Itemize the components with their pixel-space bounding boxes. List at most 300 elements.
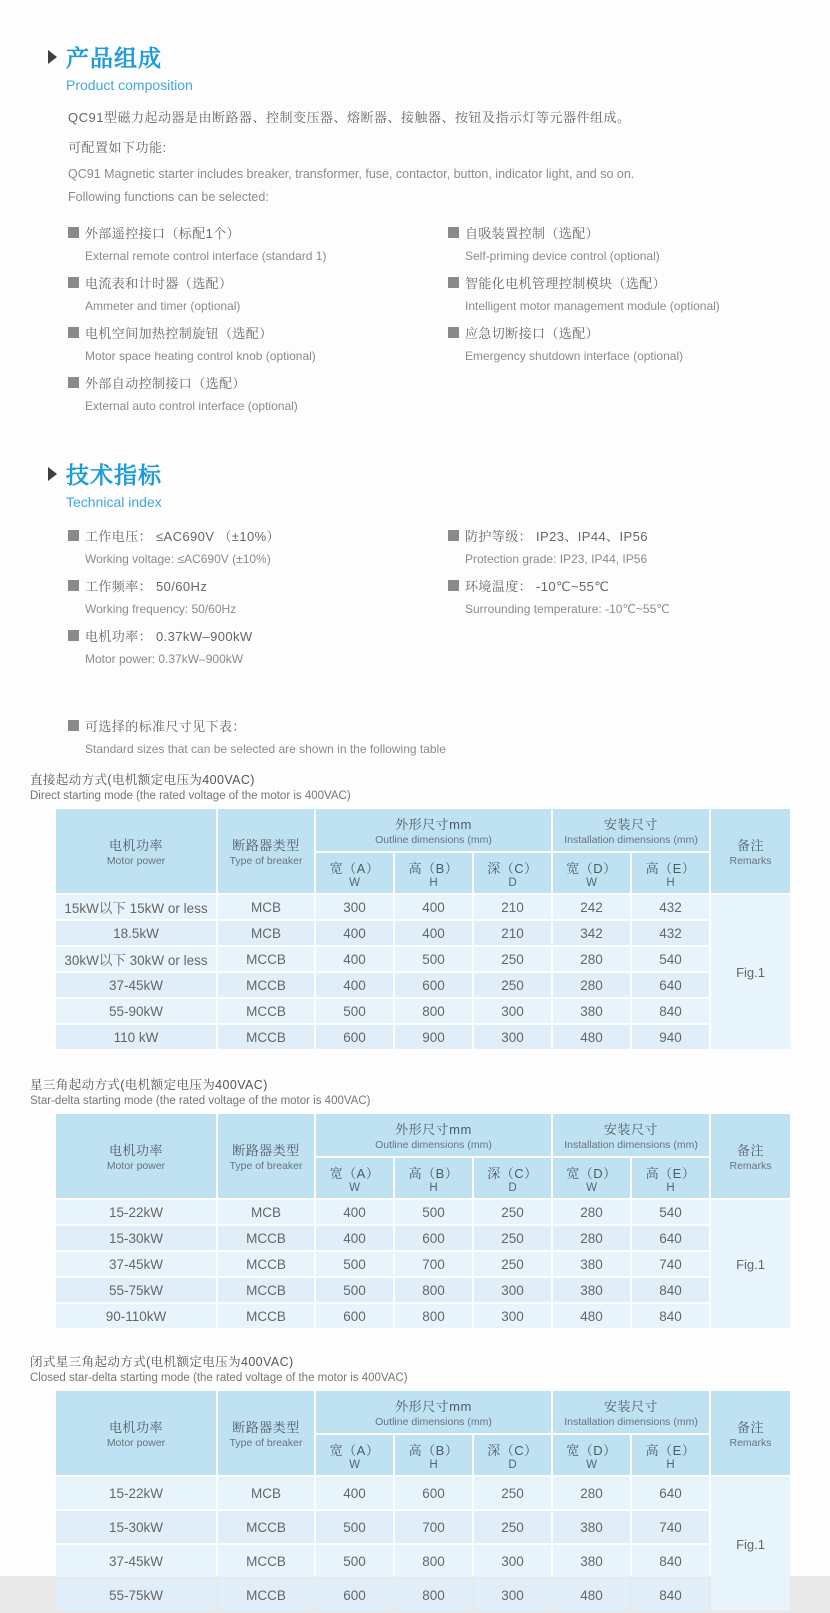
spec-zh: 环境温度： -10℃~55℃ xyxy=(465,579,610,594)
header-text: 备注 xyxy=(737,1143,765,1158)
dimension-cell: 210 xyxy=(474,895,551,919)
table-head xyxy=(56,1391,790,1475)
square-bullet-icon xyxy=(448,530,459,541)
feature-item xyxy=(448,223,776,263)
dimension-cell: 600 xyxy=(395,973,472,997)
feature-zh: 智能化电机管理控制模块（选配） xyxy=(465,276,667,291)
table-row xyxy=(56,1511,790,1543)
note-en: Standard sizes that can be selected are shown in the following table xyxy=(85,742,446,756)
dimension-cell: 380 xyxy=(553,1545,630,1577)
header-text: Motor power xyxy=(106,855,166,867)
table-row xyxy=(56,921,790,945)
header-text: Type of breaker xyxy=(229,1437,303,1449)
dimension-cell: 840 xyxy=(632,1579,709,1611)
dimension-subheader xyxy=(474,1435,551,1475)
dimension-cell: 400 xyxy=(316,947,393,971)
table-row xyxy=(56,1226,790,1250)
feature-en: External remote control interface (standard 1) xyxy=(85,249,327,263)
table-body xyxy=(56,1200,790,1328)
remark-cell: Fig.1 xyxy=(711,1477,790,1611)
dimensions-table xyxy=(54,807,792,1051)
dimension-cell: 380 xyxy=(553,1511,630,1543)
header-text: Remarks xyxy=(729,855,772,867)
dimension-cell: 500 xyxy=(316,999,393,1023)
breaker-type-cell: MCB xyxy=(218,1477,314,1509)
dimension-cell: 432 xyxy=(632,921,709,945)
square-bullet-icon xyxy=(68,277,79,288)
dimension-subheader xyxy=(553,853,630,893)
square-bullet-icon xyxy=(448,327,459,338)
outline-dimensions-header xyxy=(316,1391,551,1433)
dimension-cell: 210 xyxy=(474,921,551,945)
dimension-cell: 800 xyxy=(395,1545,472,1577)
dimension-cell: 380 xyxy=(553,1278,630,1302)
table-row xyxy=(56,999,790,1023)
dimension-cell: 300 xyxy=(474,1304,551,1328)
square-bullet-icon xyxy=(68,377,79,388)
breaker-type-cell: MCB xyxy=(218,895,314,919)
dimension-cell: 250 xyxy=(474,947,551,971)
header-text: H xyxy=(429,1181,438,1194)
spec-en: Surrounding temperature: -10℃~55℃ xyxy=(465,602,670,616)
dimension-cell: 400 xyxy=(316,1477,393,1509)
section1-paragraphs xyxy=(68,107,776,204)
section2-title-zh: 技术指标 xyxy=(66,462,162,488)
header-text: 宽（D） xyxy=(566,1442,617,1458)
spec-en: Motor power: 0.37kW–900kW xyxy=(85,652,244,666)
outline-dimensions-header xyxy=(316,809,551,851)
dimension-cell: 250 xyxy=(474,1200,551,1224)
feature-en: External auto control interface (optional) xyxy=(85,399,298,413)
feature-column-left xyxy=(68,213,448,413)
feature-zh: 应急切断接口（选配） xyxy=(465,326,600,341)
square-bullet-icon xyxy=(68,580,79,591)
dimension-cell: 400 xyxy=(316,1226,393,1250)
header-text: 宽（A） xyxy=(329,1165,380,1181)
header-text: H xyxy=(429,1458,438,1471)
breaker-type-cell: MCB xyxy=(218,1200,314,1224)
header-text: W xyxy=(586,1458,597,1471)
motor-power-header xyxy=(56,809,216,893)
dimension-cell: 540 xyxy=(632,947,709,971)
dimension-cell: 900 xyxy=(395,1025,472,1049)
feature-zh: 外部自动控制接口（选配） xyxy=(85,376,246,391)
dimension-cell: 500 xyxy=(316,1252,393,1276)
remarks-header xyxy=(711,1391,790,1475)
dimension-cell: 500 xyxy=(395,1200,472,1224)
breaker-type-header xyxy=(218,1391,314,1475)
table-row xyxy=(56,1477,790,1509)
breaker-type-cell: MCCB xyxy=(218,1511,314,1543)
motor-power-cell: 30kW以下 30kW or less xyxy=(56,947,216,971)
header-text: H xyxy=(666,876,675,889)
section2-title-en: Technical index xyxy=(66,494,162,510)
header-text: 深（C） xyxy=(487,1442,538,1458)
dimension-cell: 500 xyxy=(316,1278,393,1302)
dimension-cell: 300 xyxy=(474,1579,551,1611)
feature-column-right xyxy=(448,213,776,413)
header-text: Installation dimensions (mm) xyxy=(564,1416,698,1428)
header-text: H xyxy=(429,876,438,889)
header-text: 深（C） xyxy=(487,1165,538,1181)
dimension-subheader xyxy=(632,853,709,893)
header-text: W xyxy=(349,1181,360,1194)
triangle-bullet-icon xyxy=(48,50,57,64)
note-zh: 可选择的标准尺寸见下表： xyxy=(85,719,246,734)
feature-zh: 电流表和计时器（选配） xyxy=(85,276,233,291)
motor-power-cell: 15kW以下 15kW or less xyxy=(56,895,216,919)
size-table-block xyxy=(30,1075,776,1330)
spec-list xyxy=(68,516,776,666)
breaker-type-header xyxy=(218,1114,314,1198)
table-caption-en: Star-delta starting mode (the rated voltage of the motor is 400VAC) xyxy=(30,1095,371,1107)
breaker-type-cell: MCCB xyxy=(218,1226,314,1250)
table-head xyxy=(56,1114,790,1198)
feature-list xyxy=(68,213,776,413)
feature-item xyxy=(68,323,448,363)
dimension-cell: 800 xyxy=(395,999,472,1023)
feature-item xyxy=(68,223,448,263)
table-body xyxy=(56,1477,790,1611)
breaker-type-header xyxy=(218,809,314,893)
header-text: W xyxy=(349,1458,360,1471)
header-text: W xyxy=(586,876,597,889)
dimension-subheader xyxy=(395,1158,472,1198)
breaker-type-cell: MCCB xyxy=(218,947,314,971)
header-text: 高（E） xyxy=(645,1165,696,1181)
dimension-subheader xyxy=(632,1158,709,1198)
dimension-cell: 300 xyxy=(474,999,551,1023)
square-bullet-icon xyxy=(68,630,79,641)
section1-heading xyxy=(48,40,776,73)
square-bullet-icon xyxy=(68,327,79,338)
header-row-1 xyxy=(56,809,790,851)
header-text: Motor power xyxy=(106,1437,166,1449)
header-text: 电机功率 xyxy=(108,1143,163,1158)
dimension-cell: 800 xyxy=(395,1278,472,1302)
spec-item xyxy=(68,576,448,616)
dimension-subheader xyxy=(395,1435,472,1475)
dimensions-table xyxy=(54,1112,792,1330)
dimension-cell: 480 xyxy=(553,1025,630,1049)
section2-heading xyxy=(48,457,776,490)
feature-item xyxy=(68,373,448,413)
header-text: 外形尺寸mm xyxy=(395,817,472,832)
header-text: 断路器类型 xyxy=(232,1420,300,1435)
product-composition-section xyxy=(48,40,776,413)
header-text: 宽（A） xyxy=(329,860,380,876)
triangle-bullet-icon xyxy=(48,467,57,481)
square-bullet-icon xyxy=(68,720,79,731)
dimension-cell: 500 xyxy=(316,1545,393,1577)
dimension-cell: 250 xyxy=(474,1252,551,1276)
motor-power-cell: 18.5kW xyxy=(56,921,216,945)
dimension-cell: 840 xyxy=(632,1545,709,1577)
dimension-cell: 840 xyxy=(632,999,709,1023)
dimension-cell: 280 xyxy=(553,947,630,971)
header-text: 断路器类型 xyxy=(232,1143,300,1158)
header-text: Installation dimensions (mm) xyxy=(564,1139,698,1151)
dimension-cell: 480 xyxy=(553,1304,630,1328)
motor-power-cell: 15-22kW xyxy=(56,1200,216,1224)
header-text: Type of breaker xyxy=(229,1160,303,1172)
dimension-cell: 380 xyxy=(553,999,630,1023)
header-text: 宽（A） xyxy=(329,1442,380,1458)
spec-item xyxy=(448,526,776,566)
header-text: Outline dimensions (mm) xyxy=(375,1416,492,1428)
header-row-1 xyxy=(56,1391,790,1433)
dimension-cell: 640 xyxy=(632,1477,709,1509)
header-text: D xyxy=(508,1458,517,1471)
dimension-cell: 600 xyxy=(395,1477,472,1509)
dimension-cell: 600 xyxy=(395,1226,472,1250)
header-text: Installation dimensions (mm) xyxy=(564,834,698,846)
header-text: 深（C） xyxy=(487,860,538,876)
header-text: 高（B） xyxy=(408,860,459,876)
breaker-type-cell: MCCB xyxy=(218,999,314,1023)
square-bullet-icon xyxy=(448,580,459,591)
installation-dimensions-header xyxy=(553,809,709,851)
table-head xyxy=(56,809,790,893)
dimension-cell: 400 xyxy=(395,921,472,945)
spec-en: Working voltage: ≤AC690V (±10%) xyxy=(85,552,271,566)
dimension-cell: 432 xyxy=(632,895,709,919)
header-text: 电机功率 xyxy=(108,838,163,853)
header-text: 备注 xyxy=(737,838,765,853)
dimension-cell: 500 xyxy=(395,947,472,971)
feature-item xyxy=(448,273,776,313)
paragraph-en: QC91 Magnetic starter includes breaker, transformer, fuse, contactor, button, indicator light, and so on. xyxy=(68,167,635,181)
dimension-cell: 242 xyxy=(553,895,630,919)
dimension-cell: 380 xyxy=(553,1252,630,1276)
table-caption-zh: 闭式星三角起动方式(电机额定电压为400VAC) xyxy=(30,1355,294,1369)
dimension-subheader xyxy=(474,853,551,893)
feature-en: Self-priming device control (optional) xyxy=(465,249,660,263)
table-row xyxy=(56,1025,790,1049)
table-row xyxy=(56,1278,790,1302)
dimension-cell: 500 xyxy=(316,1511,393,1543)
header-text: 高（E） xyxy=(645,860,696,876)
dimension-cell: 540 xyxy=(632,1200,709,1224)
dimension-cell: 740 xyxy=(632,1511,709,1543)
table-row xyxy=(56,1545,790,1577)
header-text: W xyxy=(349,876,360,889)
dimension-subheader xyxy=(316,853,393,893)
dimension-cell: 600 xyxy=(316,1025,393,1049)
motor-power-header xyxy=(56,1114,216,1198)
motor-power-cell: 55-75kW xyxy=(56,1579,216,1611)
dimension-cell: 400 xyxy=(316,1200,393,1224)
table-row xyxy=(56,1304,790,1328)
motor-power-cell: 55-75kW xyxy=(56,1278,216,1302)
dimension-cell: 400 xyxy=(316,973,393,997)
paragraph-en: Following functions can be selected: xyxy=(68,190,269,204)
dimension-cell: 640 xyxy=(632,1226,709,1250)
header-text: 宽（D） xyxy=(566,1165,617,1181)
breaker-type-cell: MCCB xyxy=(218,1252,314,1276)
section1-title-en: Product composition xyxy=(66,77,193,93)
dimension-cell: 700 xyxy=(395,1252,472,1276)
dimension-cell: 250 xyxy=(474,1477,551,1509)
dimension-cell: 400 xyxy=(316,921,393,945)
feature-en: Intelligent motor management module (optional) xyxy=(465,299,720,313)
feature-en: Motor space heating control knob (optional) xyxy=(85,349,316,363)
motor-power-header xyxy=(56,1391,216,1475)
header-text: Remarks xyxy=(729,1160,772,1172)
header-text: 安装尺寸 xyxy=(604,1399,659,1414)
dimension-cell: 280 xyxy=(553,1226,630,1250)
spec-item xyxy=(448,576,776,616)
breaker-type-cell: MCCB xyxy=(218,1278,314,1302)
paragraph-zh: 可配置如下功能: xyxy=(68,140,167,155)
dimension-cell: 280 xyxy=(553,1200,630,1224)
motor-power-cell: 37-45kW xyxy=(56,1545,216,1577)
header-text: 安装尺寸 xyxy=(604,1122,659,1137)
table-row xyxy=(56,1200,790,1224)
dimension-cell: 300 xyxy=(474,1545,551,1577)
table-body xyxy=(56,895,790,1049)
dimension-cell: 740 xyxy=(632,1252,709,1276)
header-text: 安装尺寸 xyxy=(604,817,659,832)
header-text: 高（B） xyxy=(408,1442,459,1458)
breaker-type-cell: MCCB xyxy=(218,1545,314,1577)
feature-zh: 自吸装置控制（选配） xyxy=(465,226,600,241)
outline-dimensions-header xyxy=(316,1114,551,1156)
spec-item xyxy=(68,526,448,566)
remark-cell: Fig.1 xyxy=(711,1200,790,1328)
header-text: D xyxy=(508,876,517,889)
feature-en: Ammeter and timer (optional) xyxy=(85,299,241,313)
header-text: 外形尺寸mm xyxy=(395,1399,472,1414)
technical-index-section xyxy=(48,457,776,666)
header-text: 外形尺寸mm xyxy=(395,1122,472,1137)
table-caption-en: Direct starting mode (the rated voltage of the motor is 400VAC) xyxy=(30,790,351,802)
feature-item xyxy=(448,323,776,363)
spec-zh: 电机功率： 0.37kW–900kW xyxy=(85,629,253,644)
dimension-cell: 600 xyxy=(316,1304,393,1328)
feature-en: Emergency shutdown interface (optional) xyxy=(465,349,684,363)
header-text: 高（B） xyxy=(408,1165,459,1181)
feature-zh: 电机空间加热控制旋钮（选配） xyxy=(85,326,273,341)
header-text: 备注 xyxy=(737,1420,765,1435)
dimension-cell: 480 xyxy=(553,1579,630,1611)
dimension-cell: 250 xyxy=(474,1226,551,1250)
motor-power-cell: 110 kW xyxy=(56,1025,216,1049)
remark-cell: Fig.1 xyxy=(711,895,790,1049)
dimension-subheader xyxy=(474,1158,551,1198)
motor-power-cell: 15-30kW xyxy=(56,1511,216,1543)
table-row xyxy=(56,973,790,997)
spec-item xyxy=(68,626,448,666)
remarks-header xyxy=(711,809,790,893)
size-table-block xyxy=(30,770,776,1051)
spec-column-right xyxy=(448,516,776,666)
motor-power-cell: 37-45kW xyxy=(56,1252,216,1276)
header-text: W xyxy=(586,1181,597,1194)
header-text: H xyxy=(666,1458,675,1471)
installation-dimensions-header xyxy=(553,1391,709,1433)
motor-power-cell: 37-45kW xyxy=(56,973,216,997)
size-table-block xyxy=(30,1352,776,1613)
size-tables xyxy=(30,770,776,1613)
dimension-cell: 300 xyxy=(474,1025,551,1049)
breaker-type-cell: MCB xyxy=(218,921,314,945)
dimension-cell: 300 xyxy=(474,1278,551,1302)
dimension-cell: 800 xyxy=(395,1579,472,1611)
header-row-1 xyxy=(56,1114,790,1156)
table-row xyxy=(56,947,790,971)
header-text: 宽（D） xyxy=(566,860,617,876)
header-text: 电机功率 xyxy=(108,1420,163,1435)
square-bullet-icon xyxy=(448,227,459,238)
dimensions-table xyxy=(54,1389,792,1613)
dimension-cell: 250 xyxy=(474,973,551,997)
square-bullet-icon xyxy=(448,277,459,288)
breaker-type-cell: MCCB xyxy=(218,1579,314,1611)
remarks-header xyxy=(711,1114,790,1198)
spec-en: Protection grade: IP23, IP44, IP56 xyxy=(465,552,648,566)
breaker-type-cell: MCCB xyxy=(218,1304,314,1328)
square-bullet-icon xyxy=(68,227,79,238)
spec-zh: 工作频率： 50/60Hz xyxy=(85,579,208,594)
dimension-cell: 700 xyxy=(395,1511,472,1543)
square-bullet-icon xyxy=(68,530,79,541)
dimension-subheader xyxy=(632,1435,709,1475)
dimension-cell: 300 xyxy=(316,895,393,919)
spec-column-left xyxy=(68,516,448,666)
dimension-cell: 342 xyxy=(553,921,630,945)
dimension-cell: 280 xyxy=(553,973,630,997)
header-text: H xyxy=(666,1181,675,1194)
motor-power-cell: 55-90kW xyxy=(56,999,216,1023)
table-row xyxy=(56,1252,790,1276)
dimension-cell: 940 xyxy=(632,1025,709,1049)
dimension-cell: 840 xyxy=(632,1278,709,1302)
motor-power-cell: 90-110kW xyxy=(56,1304,216,1328)
feature-item xyxy=(68,273,448,313)
feature-zh: 外部遥控接口（标配1个） xyxy=(85,226,241,241)
section1-title-zh: 产品组成 xyxy=(66,45,162,71)
dimension-cell: 280 xyxy=(553,1477,630,1509)
table-row xyxy=(56,1579,790,1611)
header-text: 断路器类型 xyxy=(232,838,300,853)
motor-power-cell: 15-30kW xyxy=(56,1226,216,1250)
spec-zh: 防护等级： IP23、IP44、IP56 xyxy=(465,529,648,544)
table-caption-zh: 星三角起动方式(电机额定电压为400VAC) xyxy=(30,1078,268,1092)
header-text: Outline dimensions (mm) xyxy=(375,1139,492,1151)
header-text: Outline dimensions (mm) xyxy=(375,834,492,846)
spec-zh: 工作电压： ≤AC690V （±10%） xyxy=(85,529,280,544)
dimension-cell: 250 xyxy=(474,1511,551,1543)
dimension-cell: 800 xyxy=(395,1304,472,1328)
table-caption-en: Closed star-delta starting mode (the rated voltage of the motor is 400VAC) xyxy=(30,1372,408,1384)
dimension-subheader xyxy=(316,1158,393,1198)
dimension-cell: 600 xyxy=(316,1579,393,1611)
header-text: Remarks xyxy=(729,1437,772,1449)
dimension-subheader xyxy=(553,1435,630,1475)
header-text: Type of breaker xyxy=(229,855,303,867)
dimension-cell: 840 xyxy=(632,1304,709,1328)
header-text: 高（E） xyxy=(645,1442,696,1458)
motor-power-cell: 15-22kW xyxy=(56,1477,216,1509)
breaker-type-cell: MCCB xyxy=(218,1025,314,1049)
breaker-type-cell: MCCB xyxy=(218,973,314,997)
installation-dimensions-header xyxy=(553,1114,709,1156)
dimension-cell: 400 xyxy=(395,895,472,919)
dimension-subheader xyxy=(553,1158,630,1198)
dimension-cell: 640 xyxy=(632,973,709,997)
dimension-subheader xyxy=(316,1435,393,1475)
